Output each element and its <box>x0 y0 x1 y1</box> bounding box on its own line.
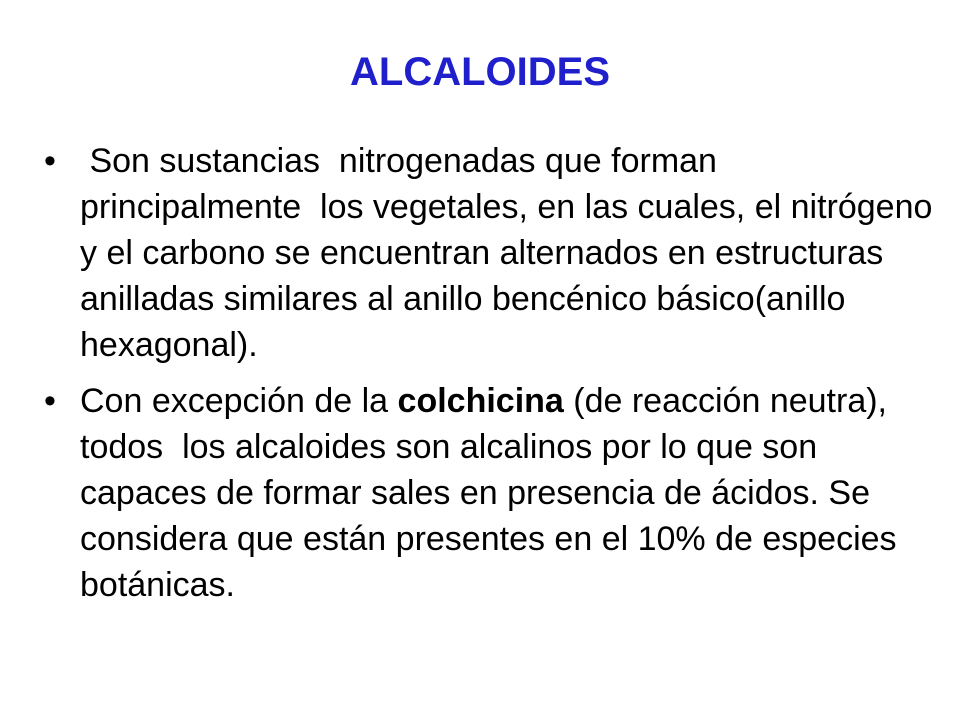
bullet-list <box>44 138 944 608</box>
bullet-item-definition <box>44 138 944 368</box>
bullet-text-before: Con excepción de la <box>80 382 398 420</box>
bullet-text <box>80 378 944 608</box>
bullet-text-bold-term: colchicina <box>397 382 564 420</box>
slide-title: ALCALOIDES <box>350 50 610 94</box>
bullet-icon: • <box>44 142 56 180</box>
bullet-icon: • <box>44 382 56 420</box>
bullet-text: Son sustancias nitrogenadas que forman principalmente los vegetales, en las cuales, el nitrógeno y el carbono se encuentran alternados en estructuras anilladas similares al anillo bencénico básico(anillo hexagonal). <box>80 142 942 364</box>
bullet-text-after: (de reacción neutra), todos los alcaloides son alcalinos por lo que son capaces de formar sales en presencia de ácidos. Se considera que están presentes en el 10% de especies botánicas. <box>80 382 907 604</box>
bullet-item-alkalinity <box>44 378 944 608</box>
